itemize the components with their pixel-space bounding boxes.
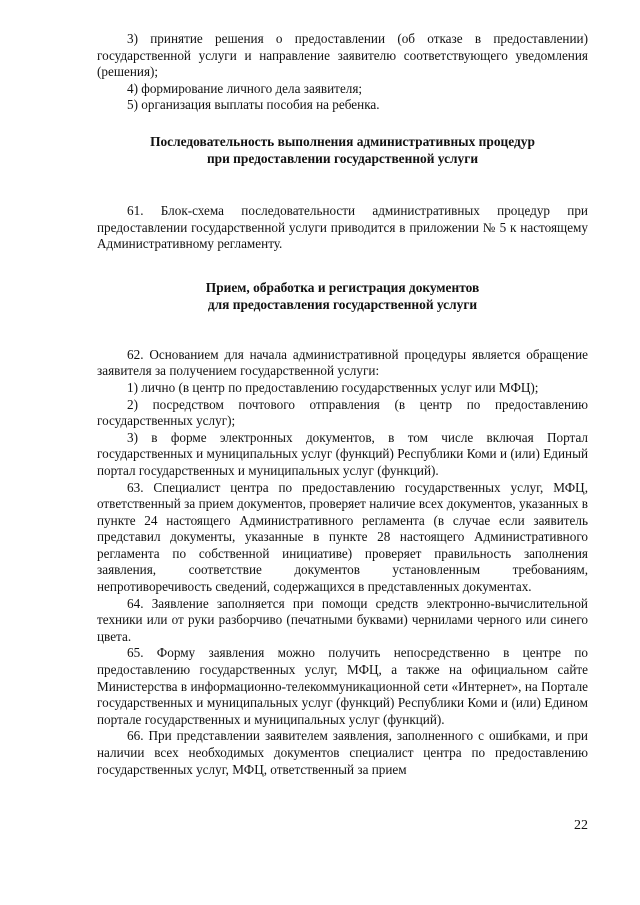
paragraph-62: 62. Основанием для начала административной процедуры является обращение заявителя за получением государственной услуги: bbox=[97, 346, 588, 379]
paragraph-66: 66. При представлении заявителем заявления, заполненного с ошибками, и при наличии всех необходимых документов специалист центра по предоставлению государственных услуг, МФЦ, ответственный за прием bbox=[97, 728, 588, 777]
heading-line: для предоставления государственной услуги bbox=[207, 296, 478, 312]
list-item: 3) принятие решения о предоставлении (об отказе в предоставлении) государственной услуги и направление заявителю соответствующего уведомления (решения); bbox=[97, 31, 588, 80]
section-heading-documents bbox=[97, 279, 588, 313]
paragraph-64: 64. Заявление заполняется при помощи средств электронно-вычислительной техники или от руки разборчиво (печатными буквами) чернилами черного или синего цвета. bbox=[97, 595, 588, 644]
heading-line: Прием, обработка и регистрация документов bbox=[205, 279, 480, 295]
page-body bbox=[97, 31, 588, 778]
heading-line: при предоставлении государственной услуги bbox=[206, 150, 479, 166]
page-number: 22 bbox=[574, 818, 588, 833]
paragraph-65: 65. Форму заявления можно получить непосредственно в центре по предоставлению государственных услуг, МФЦ, а также на официальном сайте Министерства в информационно-телекоммуникационной сети «Интернет», на Портале государственных и муниципальных услуг (функций) Республики Коми и (или) Едином портале государственных и муниципальных услуг (функций). bbox=[97, 645, 588, 727]
list-item: 2) посредством почтового отправления (в центр по предоставлению государственных услуг); bbox=[97, 396, 588, 429]
list-item: 4) формирование личного дела заявителя; bbox=[127, 80, 363, 96]
list-item: 5) организация выплаты пособия на ребенка. bbox=[127, 97, 380, 113]
list-item: 1) лично (в центр по предоставлению государственных услуг или МФЦ); bbox=[127, 379, 539, 395]
section-heading-procedures bbox=[97, 133, 588, 167]
paragraph-61: 61. Блок-схема последовательности административных процедур при предоставлении государственной услуги приводится в приложении № 5 к настоящему Административному регламенту. bbox=[97, 202, 588, 252]
paragraph-63: 63. Специалист центра по предоставлению государственных услуг, МФЦ, ответственный за прием документов, проверяет наличие всех документов, указанных в пункте 24 настоящего Административного регламента (в случае если заявитель представил документы, указанные в пункте 28 настоящего Административного регламента по собственной инициативе) проверяет правильность заполнения заявления, соответствие документов установленным требованиям, непротиворечивость сведений, содержащихся в представленных документах. bbox=[97, 479, 588, 595]
list-item: 3) в форме электронных документов, в том числе включая Портал государственных и муниципальных услуг (функций) Республики Коми и (или) Единый портал государственных и муниципальных услуг (функций). bbox=[97, 429, 588, 478]
heading-line: Последовательность выполнения административных процедур bbox=[150, 133, 535, 149]
